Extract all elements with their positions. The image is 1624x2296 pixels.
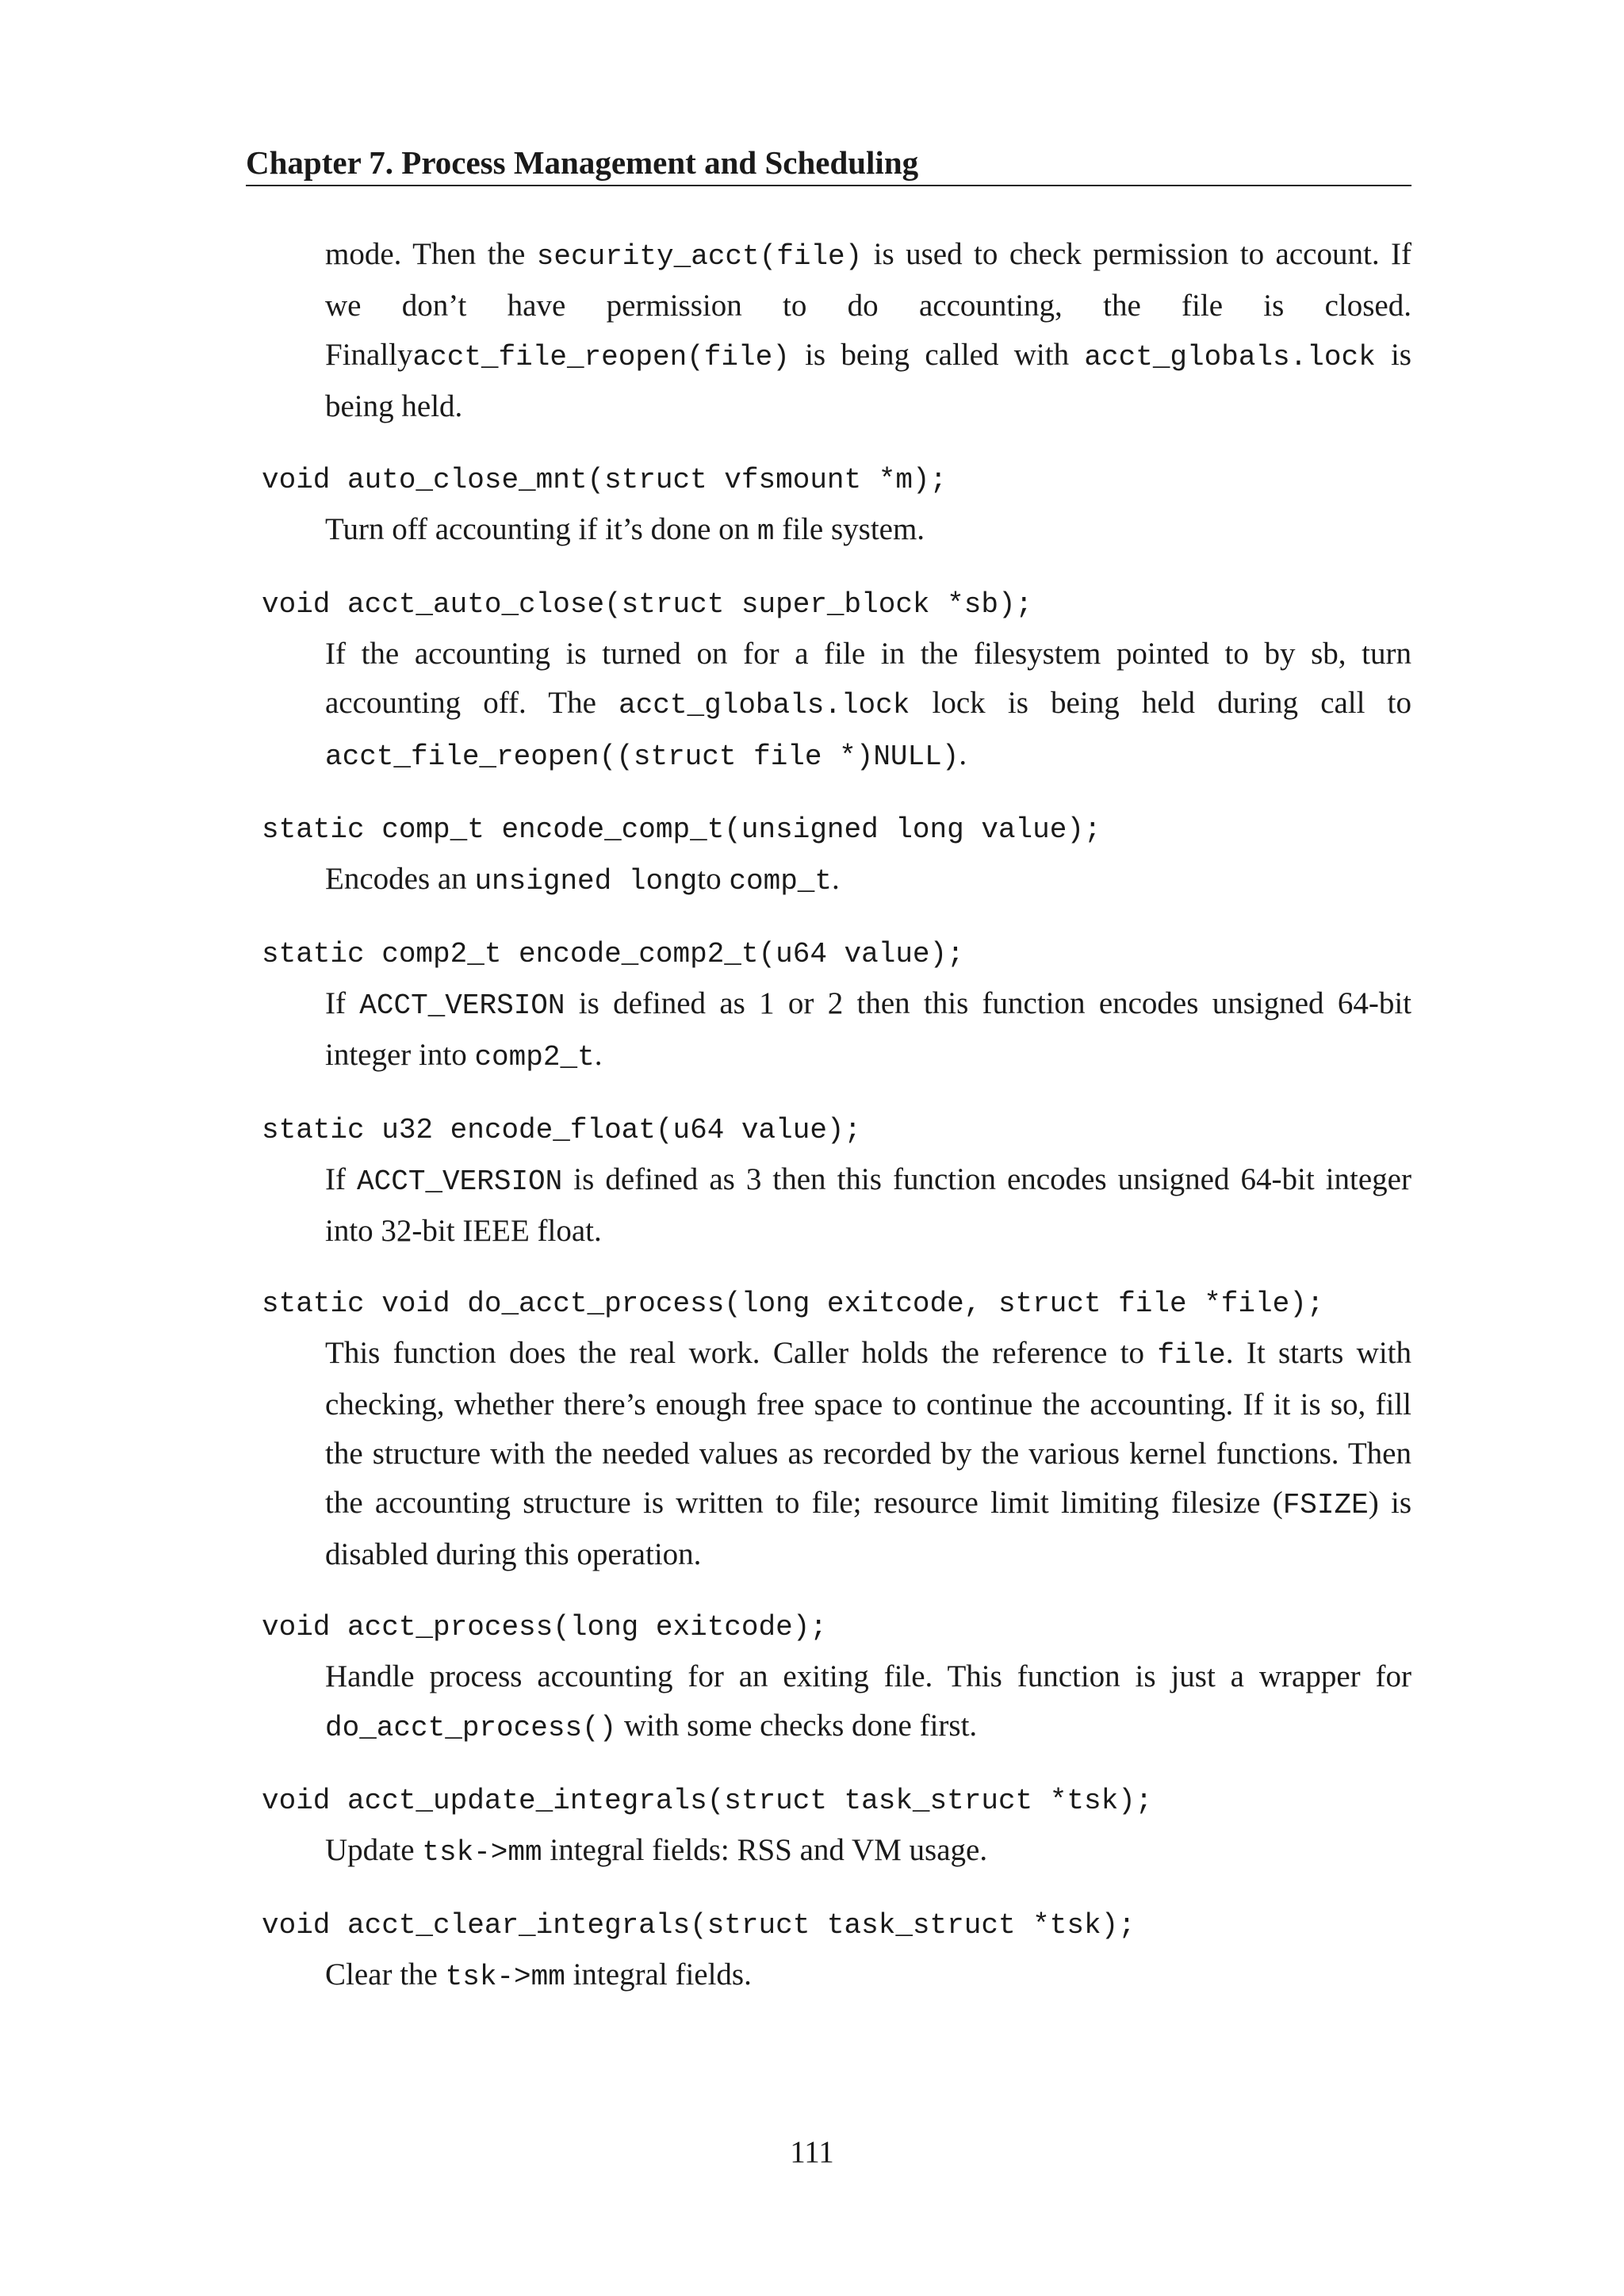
text-run: integral fields. xyxy=(565,1957,752,1992)
text-run: integral fields: RSS and VM usage. xyxy=(542,1833,988,1867)
function-description xyxy=(325,1329,1411,1579)
code-run: comp_t xyxy=(729,865,833,897)
function-description xyxy=(325,1950,1411,2002)
function-entry xyxy=(262,1603,1411,1753)
text-run: lock is being held during call to xyxy=(910,686,1411,720)
function-description xyxy=(325,505,1411,557)
code-run: ACCT_VERSION xyxy=(357,1165,563,1198)
function-signature: static comp2_t encode_comp2_t(u64 value); xyxy=(262,938,964,970)
code-run: file xyxy=(1157,1339,1226,1372)
function-signature: void acct_clear_integrals(struct task_struct *tsk); xyxy=(262,1909,1136,1942)
function-entry xyxy=(262,1901,1411,2002)
intro-paragraph xyxy=(325,230,1411,431)
function-description xyxy=(325,855,1411,906)
function-list xyxy=(262,456,1411,2026)
text-run: This function does the real work. Caller holds the reference to xyxy=(325,1336,1158,1370)
function-signature: void acct_process(long exitcode); xyxy=(262,1611,827,1644)
text-run: If xyxy=(325,1162,358,1196)
code-run: acct_globals.lock xyxy=(619,689,910,721)
text-run: Turn off accounting if it’s done on xyxy=(325,512,757,546)
function-signature: void acct_auto_close(struct super_block *sb); xyxy=(262,588,1033,621)
chapter-header: Chapter 7. Process Management and Scheduling xyxy=(246,144,919,181)
code-run: tsk->mm xyxy=(445,1961,565,1993)
text-run: to xyxy=(697,862,730,896)
text-run: Encodes an xyxy=(325,862,475,896)
text-run: Handle process accounting for an exiting file. This function is just a wrapper for xyxy=(325,1659,1411,1693)
code-run: security_acct(file) xyxy=(536,240,863,273)
function-description xyxy=(325,629,1411,782)
code-run: m xyxy=(756,515,775,548)
text-run: is being called with xyxy=(789,338,1085,372)
text-run: ) is disabled during this operation. xyxy=(325,1486,1412,1571)
text-run: . xyxy=(959,737,967,771)
text-run: Update xyxy=(325,1833,423,1867)
text-run: file system. xyxy=(774,512,925,546)
function-entry xyxy=(262,1777,1411,1877)
text-run: . xyxy=(832,862,840,896)
text-run: is defined as 1 or 2 then this function encodes unsigned 64-bit integer into xyxy=(325,986,1411,1072)
code-run: acct_globals.lock xyxy=(1084,341,1376,373)
function-description xyxy=(325,1652,1411,1753)
code-run: comp2_t xyxy=(474,1041,595,1073)
code-run: unsigned long xyxy=(474,865,698,897)
text-run: with some checks done first. xyxy=(616,1709,978,1743)
text-run: If the accounting is turned on for a file in the filesystem pointed to by sb, turn accounting off. The xyxy=(325,637,1411,720)
code-run: acct_file_reopen((struct file *)NULL) xyxy=(325,740,959,773)
function-signature: void auto_close_mnt(struct vfsmount *m); xyxy=(262,464,948,496)
text-run: If xyxy=(325,986,360,1020)
code-run: acct_file_reopen(file) xyxy=(412,341,790,373)
code-run: ACCT_VERSION xyxy=(359,989,565,1022)
function-description xyxy=(325,1155,1411,1256)
text-run: is used to check permission to account. If we don’t have permission to do accounting, the file is closed. Finally xyxy=(325,237,1411,372)
function-entry xyxy=(262,930,1411,1082)
text-run: Clear the xyxy=(325,1957,446,1992)
function-signature: static u32 encode_float(u64 value); xyxy=(262,1114,862,1146)
function-entry xyxy=(262,580,1411,782)
text-run: . xyxy=(594,1038,603,1072)
code-run: do_acct_process() xyxy=(325,1712,617,1744)
function-entry xyxy=(262,806,1411,906)
text-run: . It starts with checking, whether there’s enough free space to continue the accounting. If it is so, fill the structure with the needed values as recorded by the various kernel functions. Then the accounting structure is written to file; resource limit limiting filesize ( xyxy=(325,1336,1412,1520)
page-number: 111 xyxy=(790,2135,834,2169)
function-entry xyxy=(262,1106,1411,1256)
function-signature: static void do_acct_process(long exitcode, struct file *file); xyxy=(262,1288,1324,1320)
function-description xyxy=(325,1826,1411,1877)
function-signature: static comp_t encode_comp_t(unsigned long value); xyxy=(262,813,1101,846)
header-rule xyxy=(246,185,1411,186)
function-description xyxy=(325,979,1411,1082)
text-run: mode. Then the xyxy=(325,237,537,271)
code-run: tsk->mm xyxy=(422,1836,542,1869)
function-entry xyxy=(262,1280,1411,1579)
text-run: is defined as 3 then this function encodes unsigned 64-bit integer into 32-bit IEEE float. xyxy=(325,1162,1411,1248)
function-signature: void acct_update_integrals(struct task_struct *tsk); xyxy=(262,1785,1153,1817)
function-entry xyxy=(262,456,1411,557)
code-run: FSIZE xyxy=(1282,1489,1369,1521)
text-run: is being held. xyxy=(325,338,1411,423)
